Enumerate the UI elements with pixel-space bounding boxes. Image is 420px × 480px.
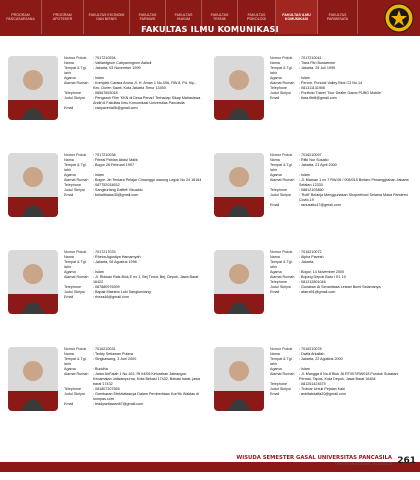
info-row-email <box>64 402 204 407</box>
field-value: : Alpha Pavesh <box>299 255 324 259</box>
info-row-alamat <box>64 275 204 285</box>
field-value: : Jakarta, 21 April 2000 <box>299 163 337 167</box>
field-value: : 7017210041 <box>299 56 322 60</box>
field-label: Email <box>270 96 280 100</box>
field-value[interactable]: : rheza46@gmail.com <box>93 295 129 299</box>
tab-fakultas-ilmu-komunikasi[interactable]: FAKULTAS ILMU KOMUNIKASI <box>276 0 318 34</box>
field-value[interactable]: : teddysetiawan67@gmail.com <box>93 402 144 406</box>
field-label: Alamat Rumah <box>270 372 295 376</box>
field-label: Nama <box>64 352 74 356</box>
field-label: Nomor Pokok <box>270 250 293 254</box>
info-row-email <box>270 96 410 101</box>
field-value: : Gambaran Efektivitasnya Dalam Pemberitaan Kon'fik Waktas di sompas.com <box>93 392 199 401</box>
field-value: : Bogor 26 Februari 1997 <box>93 163 134 167</box>
field-value: : 081807207555 <box>93 387 120 391</box>
info-row-ttl <box>270 163 410 173</box>
field-value: : Islam <box>93 173 104 177</box>
field-label: Email <box>64 193 74 197</box>
field-label: Telephone <box>270 280 288 284</box>
info-row-email <box>64 295 204 300</box>
field-value: : 7016210078 <box>299 347 322 351</box>
field-value: : Singkawang, 3 Juni 2000 <box>93 357 137 361</box>
graduate-photo <box>214 347 264 411</box>
field-value: : Islam <box>93 76 104 80</box>
field-label: Tempat & Tgl. lahir <box>64 163 87 172</box>
field-label: Nama <box>270 255 280 259</box>
info-row-ttl <box>64 260 204 270</box>
field-value[interactable]: : ranusatio47@gmail.com <box>299 203 341 207</box>
field-value: : Valliantgrum Cahyaningrum Asfadi <box>93 61 152 65</box>
graduate-info <box>270 347 410 397</box>
field-label: Agama <box>64 367 76 371</box>
field-value: : Komplek Caraka Aruna Jl. H. Aman 1 No.49A, RW.8, Pd. Kip., Kec. Duren Sawit, Kota Jakarta Timur 13450 <box>93 81 197 90</box>
page-number: 261 <box>397 456 416 466</box>
graduate-info <box>270 153 410 208</box>
info-row-alamat <box>270 178 410 188</box>
portrait-icon <box>8 250 58 314</box>
field-value: : 'Rolif' Belanja Menggunakan Shopeefood Selama Masa Pandemi Covid-19 <box>299 193 408 202</box>
portrait-icon <box>8 347 58 411</box>
field-value: : Islam <box>93 270 104 274</box>
tab-fakultas-pariwisata[interactable]: FAKULTAS PARIWISATA <box>318 0 358 34</box>
field-value[interactable]: : tiara.fitri8@gmail.com <box>299 96 337 100</box>
field-label: Judul Skripsi <box>64 392 85 396</box>
graduate-photo <box>214 56 264 120</box>
field-label: Nama <box>270 61 280 65</box>
info-row-ttl <box>270 66 410 76</box>
field-label: Tempat & Tgl. lahir <box>64 357 87 366</box>
portrait-icon <box>214 153 264 217</box>
field-label: Judul Skripsi <box>270 193 291 197</box>
tab-fakultas-teknik[interactable]: FAKULTAS TEKNIK <box>202 0 238 34</box>
info-row-ttl <box>64 163 204 173</box>
field-label: Nama <box>64 61 74 65</box>
field-value: : 7017217033 <box>93 250 116 254</box>
field-value: : 7017210254 <box>93 56 116 60</box>
info-row-judul <box>64 392 204 402</box>
field-label: Agama <box>270 76 282 80</box>
field-label: Tempat & Tgl. lahir <box>270 357 293 366</box>
info-row-alamat <box>64 81 204 91</box>
field-value: : Jakarta, <box>299 260 315 264</box>
portrait-icon <box>214 56 264 120</box>
field-label: Alamat Rumah <box>64 372 89 376</box>
field-label: Email <box>64 402 74 406</box>
field-label: Alamat Rumah <box>270 178 295 182</box>
portrait-icon <box>8 56 58 120</box>
field-label: Nama <box>270 158 280 162</box>
field-label: Telephone <box>270 86 288 90</box>
field-value: : Fitreal Pahlan Abdul Malik <box>93 158 138 162</box>
graduate-info <box>64 250 204 300</box>
field-value: : Jl. Mangga 8 No.8 Blok J6 RT007/RW018 Pondok Sukatani Permai, Tapos, Kota Depok, Jawa Barat 16454 <box>299 372 399 381</box>
field-value: : Portfolio Travel 'Tour Dealer Game PUBG Mobile' <box>299 91 382 95</box>
graduate-photo <box>8 250 58 314</box>
field-label: Agama <box>64 270 76 274</box>
field-value: : 7016210097 <box>299 153 322 157</box>
field-value: : Jakarta, 08 Agustus 1998 <box>93 260 137 264</box>
field-label: Judul Skripsi <box>270 91 291 95</box>
graduate-info <box>64 56 204 111</box>
field-value: : 081212801046 <box>299 280 326 284</box>
info-row-email <box>270 290 410 295</box>
field-value: : 08812103850 <box>299 188 324 192</box>
info-row-ttl <box>64 357 204 367</box>
field-label: Telephone <box>270 382 288 386</box>
info-row-email <box>270 203 410 208</box>
field-label: Agama <box>270 173 282 177</box>
tab-fakultas-hukum[interactable]: FAKULTAS HUKUM <box>166 0 202 34</box>
field-value: : Bogor. Jln Tentara Pelajar Cimanggu warung Legok No 24 16164 <box>93 178 202 182</box>
info-row-email <box>64 193 204 198</box>
field-value: : Perum. Pondok Valley Blok C3 No.14 <box>299 81 363 85</box>
field-label: Judul Skripsi <box>64 96 85 100</box>
field-label: Tempat & Tgl. lahir <box>270 66 293 75</box>
page-title-line2: ILMU KOMUNIKASI (S1) <box>154 34 266 44</box>
field-label: Alamat Rumah <box>270 81 295 85</box>
field-label: Email <box>64 295 74 299</box>
field-value: : Trotoar Untuk Pejalan Kaki <box>299 387 345 391</box>
tab-program-pascasarjana[interactable]: PROGRAM PASCASARJANA <box>0 0 42 34</box>
field-value[interactable]: : anbifabdaffa20@gmail.com <box>299 392 346 396</box>
field-label: Nomor Pokok <box>64 250 87 254</box>
footer-title: WISUDA SEMESTER GASAL UNIVERSITAS PANCASILA <box>236 455 392 461</box>
portrait-icon <box>214 347 264 411</box>
field-value: : Dwifa Arkallah <box>299 352 325 356</box>
portrait-icon <box>8 153 58 217</box>
page-title-line1: FAKULTAS ILMU KOMUNIKASI <box>141 24 279 34</box>
field-label: Telephone <box>64 91 82 95</box>
field-label: Agama <box>64 76 76 80</box>
field-value: : Jl. Maman 1 no 7 RW.06 / 005/015 Bintaro Pesanggrahan Jakarta Selatan 12330 <box>299 178 409 187</box>
field-value: : 7016210072 <box>299 250 322 254</box>
field-value: : Sangkurlang Daffeft Visualdo <box>93 188 143 192</box>
field-value: : Rifki Nur Susatio <box>299 158 329 162</box>
field-value[interactable]: : fmkalthalas30@gmail.com <box>93 193 139 197</box>
field-value: : 087752034632 <box>93 183 120 187</box>
info-row-judul <box>64 96 204 106</box>
field-label: Judul Skripsi <box>64 290 85 294</box>
field-value: : Jl. Ridwan Rais Blok E no 1, Bej Timur, Bej, Depok, Jawa Barat 16422 <box>93 275 199 284</box>
page-title <box>0 24 420 44</box>
info-row-email <box>64 106 204 111</box>
tab-program-apoteker[interactable]: PROGRAM APOTEKER <box>42 0 84 34</box>
field-label: Tempat & Tgl. lahir <box>64 66 87 75</box>
field-label: Nama <box>270 352 280 356</box>
field-value: : Teddy Setiawan Putera <box>93 352 133 356</box>
field-label: Nama <box>64 255 74 259</box>
field-value: : Jalan AirFalah 1 No.102, Rt 04/06 Kelurahan Jatirangon Kecamatan Jatisampurna, Kota Bekasi 17432, Bekasi barat, jawa barat 17432 <box>93 372 200 386</box>
info-row-alamat <box>64 372 204 387</box>
field-value: : Buddha <box>93 367 108 371</box>
graduate-info <box>64 153 204 198</box>
info-row-judul <box>270 193 410 203</box>
field-label: Nomor Pokok <box>270 153 293 157</box>
field-label: Alamat Rumah <box>270 275 295 279</box>
field-value: : Islam <box>299 173 310 177</box>
field-value: : 7016210031 <box>93 347 116 351</box>
field-label: Nomor Pokok <box>64 347 87 351</box>
field-value: : 081311131906 <box>299 86 326 90</box>
field-value: : 7017210038 <box>93 153 116 157</box>
field-value: : Bojong Depok Baru I E1 10 <box>299 275 346 279</box>
field-label: Nama <box>64 158 74 162</box>
field-value: : Rheza Agustiya Hamamyah <box>93 255 141 259</box>
graduate-photo <box>8 56 58 120</box>
field-value[interactable]: : afarra91@gmail.com <box>299 290 336 294</box>
field-label: Alamat Rumah <box>64 178 89 182</box>
field-value: : Jakarta, 25 Juli 1999 <box>299 66 336 70</box>
field-value: : Jakarta, 22 Agustus 2000 <box>299 357 343 361</box>
tab-fakultas-farmasi[interactable]: FAKULTAS FARMASI <box>130 0 166 34</box>
info-row-alamat <box>270 372 410 382</box>
field-label: Judul Skripsi <box>64 188 85 192</box>
tab-fakultas-psikologi[interactable]: FAKULTAS PSIKOLOGI <box>238 0 276 34</box>
field-value: : 081251424575 <box>299 382 326 386</box>
portrait-icon <box>214 250 264 314</box>
field-label: Tempat & Tgl. lahir <box>270 260 293 269</box>
info-row-email <box>270 392 410 397</box>
footer-subtitle: TAHUN AKADEMIK 2022/2023 <box>334 461 392 466</box>
info-row-ttl <box>64 66 204 76</box>
footer-text <box>236 455 392 466</box>
graduate-photo <box>214 250 264 314</box>
field-value: : Bapak Maestro Loki Sangkordang <box>93 290 151 294</box>
field-value: : Gunakan Ai Senantiasa Lestari Bumi Selamanya <box>299 285 381 289</box>
field-label: Nomor Pokok <box>270 56 293 60</box>
field-label: Judul Skripsi <box>270 387 291 391</box>
field-label: Judul Skripsi <box>270 285 291 289</box>
field-label: Agama <box>64 173 76 177</box>
field-label: Nomor Pokok <box>64 153 87 157</box>
field-label: Nomor Pokok <box>270 347 293 351</box>
field-label: Tempat & Tgl. lahir <box>270 163 293 172</box>
field-label: Telephone <box>64 387 82 391</box>
page-footer <box>0 452 420 480</box>
field-label: Email <box>270 392 280 396</box>
graduate-info <box>64 347 204 407</box>
tab-fakultas-ekonomi[interactable]: FAKULTAS EKONOMI DAN BISNIS <box>84 0 130 34</box>
field-label: Email <box>270 203 280 207</box>
graduate-info <box>270 250 410 295</box>
field-label: Alamat Rumah <box>64 81 89 85</box>
field-value: : Bogor, 14 November 2000 <box>299 270 345 274</box>
field-label: Email <box>64 106 74 110</box>
field-value: : 087880976399 <box>93 285 120 289</box>
field-label: Telephone <box>270 188 288 192</box>
field-value: : Islam <box>299 76 310 80</box>
field-value: : 08567653018 <box>93 91 118 95</box>
field-label: Telephone <box>64 183 82 187</box>
graduate-info <box>270 56 410 101</box>
graduate-photo <box>8 347 58 411</box>
field-label: Tempat & Tgl. lahir <box>64 260 87 269</box>
field-value: : Pengaruh Film 'KKN di Desa Penari' Terhadap Sikap Mahasiswa Ahdif di Fakultas Ilmu Komunikasi Universitas Pancasila <box>93 96 201 105</box>
field-value: : Tiara Fitri Bustamme <box>299 61 336 65</box>
graduate-photo <box>8 153 58 217</box>
field-label: Nomor Pokok <box>64 56 87 60</box>
field-label: Email <box>270 290 280 294</box>
field-label: Agama <box>270 367 282 371</box>
field-label: Telephone <box>64 285 82 289</box>
field-label: Alamat Rumah <box>64 275 89 279</box>
field-value[interactable]: : cahyaveria06@gmail.com <box>93 106 138 110</box>
graduate-photo <box>214 153 264 217</box>
info-row-ttl <box>270 260 410 270</box>
field-label: Agama <box>270 270 282 274</box>
field-value: : Jakarta, 03 November 1999 <box>93 66 141 70</box>
field-value: : Islam <box>299 367 310 371</box>
info-row-ttl <box>270 357 410 367</box>
